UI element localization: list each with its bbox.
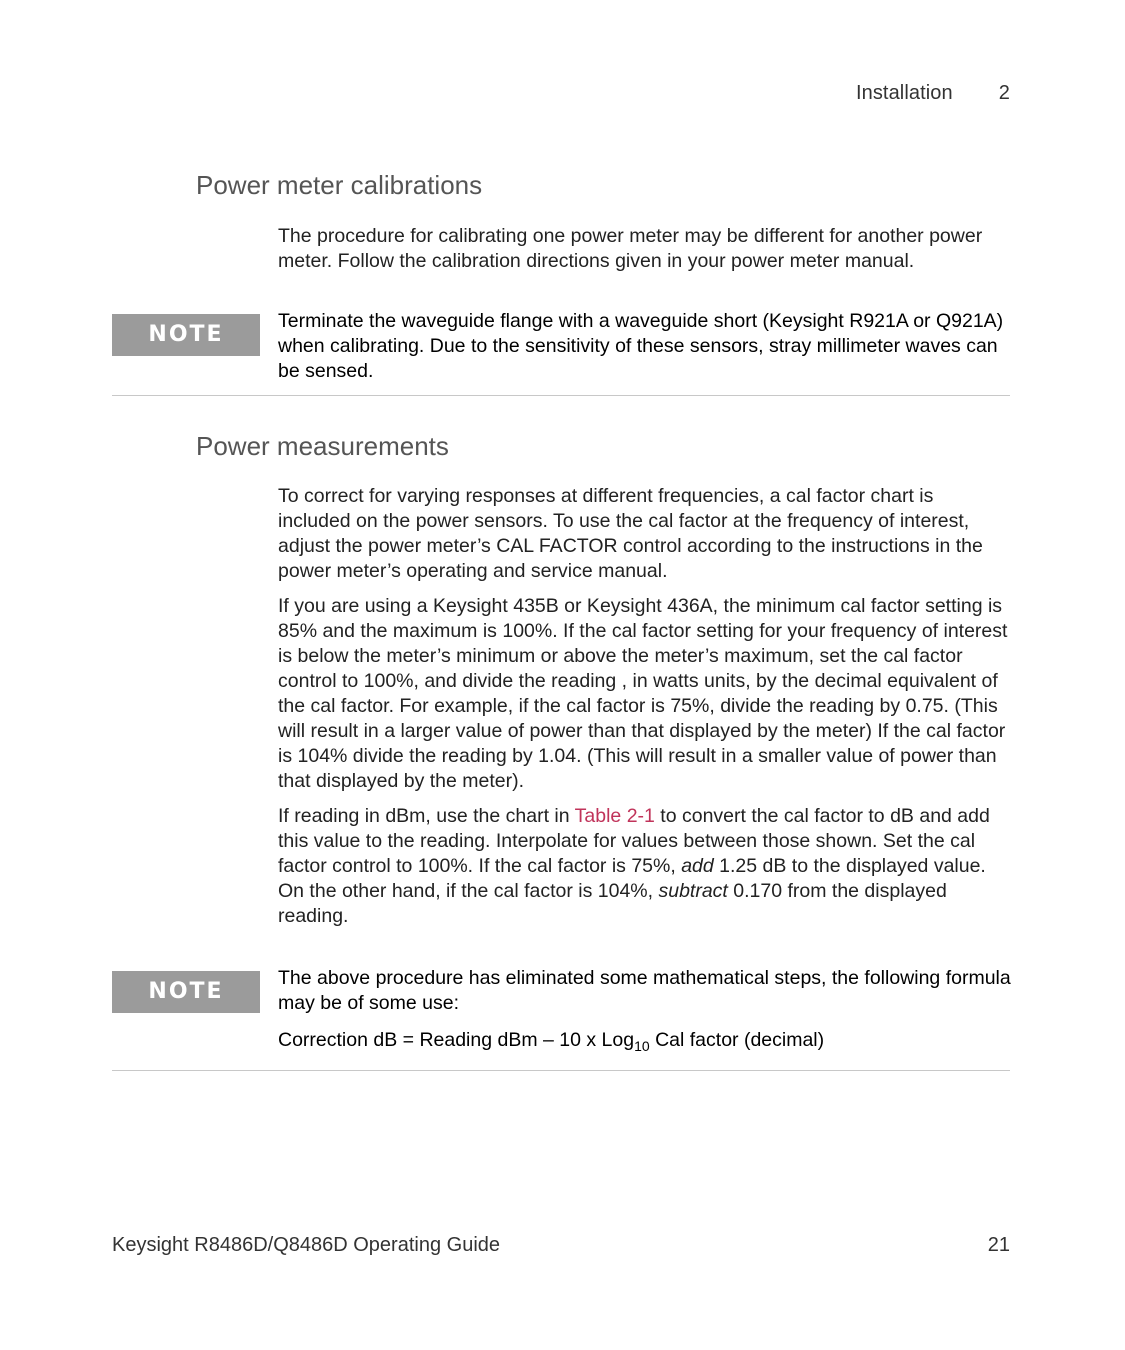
note2-formula: Correction dB = Reading dBm – 10 x Log$_{10}$ Cal factor (decimal) <box>278 1029 825 1054</box>
chapter-title: Installation <box>855 82 953 104</box>
section2-paragraph1: To correct for varying responses at different frequencies, a cal factor chart is included on the power sensors. To use the cal factor at the frequency of interest, adjust the power meter’s CAL FACTOR control according to the instructions in the power meter’s operating and service manual. <box>278 485 983 582</box>
note2-body <box>278 966 1018 1065</box>
note2-text: The above procedure has eliminated some mathematical steps, the following formula may be of some use: <box>278 967 1011 1014</box>
footer-page-number: 21 <box>987 1234 1010 1256</box>
section1-paragraph: The procedure for calibrating one power meter may be different for another power meter. Follow the calibration directions given in your power meter manual. <box>278 225 983 272</box>
section2-paragraph2: If you are using a Keysight 435B or Keysight 436A, the minimum cal factor setting is 85% and the maximum is 100%. If the cal factor setting for your frequency of interest is below the meter’s minimum or above the meter’s maximum, set the cal factor control to 100%, and divide the reading , in watts units, by the decimal equivalent of the cal factor. For example, if the cal factor is 75%, divide the reading by 0.75. (This will result in a larger value of power than that displayed by the meter) If the cal factor is 104% divide the reading by 1.04. (This will result in a smaller value of power than that displayed by the meter). <box>278 595 1008 792</box>
chapter-number: 2 <box>998 82 1010 104</box>
section-title-power-meter-calibrations: Power meter calibrations <box>196 170 483 200</box>
section1-body <box>278 224 1010 284</box>
running-header <box>856 82 1010 105</box>
note1-body <box>278 309 1018 396</box>
add-emphasis: add <box>681 855 714 877</box>
section2-paragraph3: If reading in dBm, use the chart in Table 2-1 to convert the cal factor to dB and add this value to the reading. Interpolate for values between those shown. Set the cal factor control to 100%. If the cal factor is 75%, add 1.25 dB to the displayed value. On the other hand, if the cal factor is 104%, subtract 0.170 from the displayed reading. <box>278 805 990 927</box>
footer-guide-title: Keysight R8486D/Q8486D Operating Guide <box>112 1234 501 1256</box>
note2-divider <box>112 1070 1010 1071</box>
note-badge: NOTE <box>112 971 260 1013</box>
table-2-1-link[interactable]: Table 2-1 <box>574 805 655 827</box>
note1-divider <box>112 395 1010 396</box>
section2-body <box>278 484 1010 939</box>
subtract-emphasis: subtract <box>658 880 728 902</box>
note1-text: Terminate the waveguide flange with a waveguide short (Keysight R921A or Q921A) when calibrating. Due to the sensitivity of these sensors, stray millimeter waves can be sensed. <box>278 310 1004 382</box>
note-badge: NOTE <box>112 314 260 356</box>
section-title-power-measurements: Power measurements <box>196 431 449 461</box>
